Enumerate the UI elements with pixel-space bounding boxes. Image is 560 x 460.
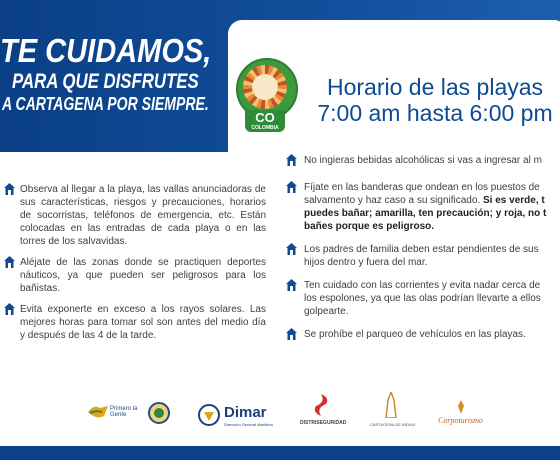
logo-dimar-sub: Dirección General Marítima xyxy=(224,422,273,427)
house-icon xyxy=(4,303,15,315)
city-seal-icon xyxy=(148,402,170,424)
hero-line-3: A CARTAGENA POR SIEMPRE. xyxy=(2,94,209,114)
tip-line: Fíjate en las banderas que ondean en los puestos de xyxy=(304,182,540,193)
tip-line: hijos dentro y fuera del mar. xyxy=(304,257,428,268)
tip-line: golpearte. xyxy=(304,306,349,317)
logo-cartagena: CARTAGENA DE INDIAS xyxy=(370,422,416,427)
distriseguridad-icon xyxy=(312,394,330,416)
list-item xyxy=(4,303,266,342)
co-badge xyxy=(245,110,285,132)
sponsor-logos xyxy=(80,392,560,438)
house-icon xyxy=(4,256,15,268)
list-item xyxy=(286,328,560,341)
schedule-title: Horario de las playas xyxy=(326,74,544,100)
left-tips-list xyxy=(4,183,266,350)
tip-line xyxy=(304,194,560,207)
list-item xyxy=(286,181,560,233)
tip-text: Se prohíbe el parqueo de vehículos en las playas. xyxy=(304,329,526,340)
tip-line-bold: bañes porque es peligroso. xyxy=(304,221,435,232)
house-icon xyxy=(286,154,297,166)
hero-line-1: TE CUIDAMOS, xyxy=(0,32,212,69)
tip-line: Los padres de familia deben estar pendientes de sus xyxy=(304,244,539,255)
tip-line-bold: Si es verde, t xyxy=(483,195,545,206)
tip-line-part: salvamento y haz caso a su significado. xyxy=(304,195,481,206)
list-item xyxy=(4,256,266,295)
corpoturismo-icon xyxy=(455,400,467,414)
navy-shield-icon xyxy=(198,404,220,426)
list-item xyxy=(286,243,560,269)
tip-line: los espolones, ya que las olas podrían llevarte a ellos xyxy=(304,293,541,304)
list-item xyxy=(4,183,266,248)
tip-text: Aléjate de las zonas donde se practiquen deportes náuticos, ya que pueden ser peligrosos para los bañistas. xyxy=(20,257,266,294)
house-icon xyxy=(286,279,297,291)
co-badge-country: COLOMBIA xyxy=(251,125,279,131)
beach-schedule xyxy=(310,74,560,126)
logo-corpoturismo: Corpoturismo xyxy=(438,416,483,425)
tip-line: Ten cuidado con las corrientes y evita nadar cerca de xyxy=(304,280,541,291)
list-item xyxy=(286,154,560,167)
house-icon xyxy=(286,181,297,193)
logo-text: Primero la Gente xyxy=(110,406,138,418)
tip-text: Evita exponerte en exceso a los rayos solares. Las mejores horas para tomar sol son antes del medio día y después de las 4 de la tarde. xyxy=(20,304,266,341)
tip-line-bold: puedes bañar; amarilla, ten precaución; y roja, no t xyxy=(304,208,547,219)
co-badge-code: CO xyxy=(255,110,275,125)
list-item xyxy=(286,279,560,318)
logo-dimar: Dimar xyxy=(224,404,267,421)
hero-slogan xyxy=(0,34,267,113)
right-tips-list xyxy=(286,154,560,351)
house-icon xyxy=(286,328,297,340)
hand-logo-icon xyxy=(88,404,108,420)
hero-line-2: PARA QUE DISFRUTES xyxy=(12,70,199,93)
cartagena-tower-icon xyxy=(384,392,398,418)
tip-text: Observa al llegar a la playa, las vallas anunciadoras de sus características, riesgos y precauciones, horarios de socorristas, teléfonos de emergencia, etc. Están colocadas en las entradas de cada playa o en las torres de los salvavidas. xyxy=(20,184,266,247)
house-icon xyxy=(4,183,15,195)
schedule-hours: 7:00 am hasta 6:00 pm xyxy=(317,100,553,126)
tip-text: No ingieras bebidas alcohólicas si vas a ingresar al m xyxy=(304,155,542,166)
logo-primero-la-gente xyxy=(88,404,136,422)
footer-band xyxy=(0,446,560,460)
house-icon xyxy=(286,243,297,255)
logo-distriseguridad: DISTRISEGURIDAD xyxy=(300,420,347,426)
